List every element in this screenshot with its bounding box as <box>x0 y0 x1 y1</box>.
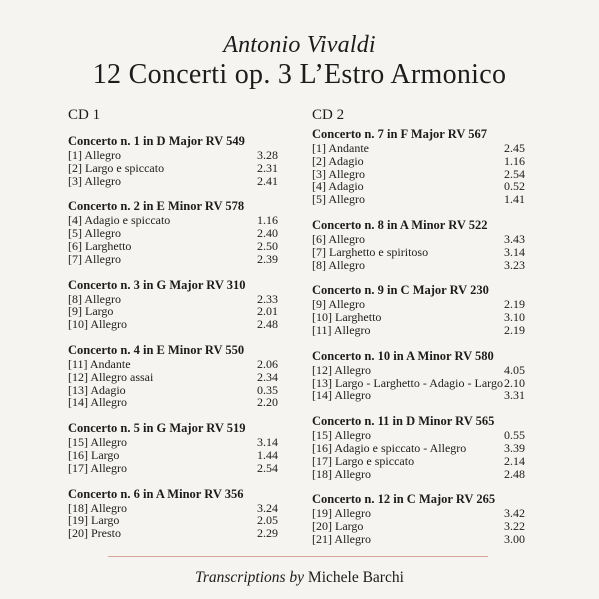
track-name: [4] Adagio <box>312 179 364 194</box>
track-name: [18] Allegro <box>312 466 371 481</box>
track-duration: 1.16 <box>257 213 278 228</box>
track-row <box>312 364 525 377</box>
track-name: [20] Largo <box>312 519 364 534</box>
credit-name: Michele Barchi <box>307 569 404 586</box>
track-duration: 2.48 <box>504 466 525 481</box>
track-duration: 2.48 <box>257 317 278 332</box>
track-duration: 2.31 <box>257 160 278 175</box>
concerto-block <box>312 127 525 206</box>
concerto-title: Concerto n. 3 in G Major RV 310 <box>68 277 246 292</box>
concerto-title: Concerto n. 6 in A Minor RV 356 <box>68 486 244 501</box>
track-duration: 2.54 <box>504 166 525 181</box>
track-name: [1] Andante <box>312 141 369 155</box>
track-duration: 1.44 <box>257 447 278 462</box>
cd1-column <box>68 103 278 540</box>
track-row <box>68 527 278 540</box>
track-name: [8] Allegro <box>312 257 365 272</box>
track-name: [12] Allegro <box>312 362 371 377</box>
track-name: [7] Larghetto e spiritoso <box>312 244 429 259</box>
track-duration: 2.34 <box>257 369 278 384</box>
track-duration: 3.28 <box>257 148 278 162</box>
cd1-label: CD 1 <box>68 107 101 123</box>
track-name: [9] Allegro <box>312 297 365 312</box>
track-duration: 1.16 <box>504 153 525 168</box>
track-name: [16] Largo <box>68 447 120 462</box>
track-name: [10] Larghetto <box>312 310 382 325</box>
track-duration: 4.05 <box>504 362 525 377</box>
track-duration: 0.35 <box>257 382 278 397</box>
track-name: [6] Larghetto <box>68 238 132 253</box>
track-name: [5] Allegro <box>312 192 365 207</box>
track-name: [21] Allegro <box>312 531 371 546</box>
track-name: [19] Largo <box>68 513 120 528</box>
track-duration: 2.05 <box>257 513 278 528</box>
track-row <box>312 193 525 206</box>
concerto-title: Concerto n. 2 in E Minor RV 578 <box>68 199 245 214</box>
track-row <box>68 371 278 384</box>
track-duration: 3.24 <box>257 500 278 515</box>
concerto-title: Concerto n. 4 in E Minor RV 550 <box>68 342 245 357</box>
track-name: [2] Largo e spiccato <box>68 160 165 175</box>
track-name: [3] Allegro <box>312 166 365 181</box>
track-name: [15] Allegro <box>68 435 127 450</box>
concerto-block <box>312 283 525 336</box>
track-row <box>68 449 278 462</box>
track-name: [4] Adagio e spiccato <box>68 213 171 228</box>
cd2-label: CD 2 <box>312 107 345 123</box>
concerto-block <box>312 492 525 545</box>
concerto-title: Concerto n. 7 in F Major RV 567 <box>312 127 488 141</box>
track-row <box>312 533 525 546</box>
track-row <box>312 468 525 481</box>
track-name: [1] Allegro <box>68 148 121 162</box>
track-row <box>312 389 525 402</box>
track-duration: 1.41 <box>504 192 525 207</box>
track-name: [18] Allegro <box>68 500 127 515</box>
track-name: [10] Allegro <box>68 317 127 332</box>
track-duration: 2.29 <box>257 526 278 541</box>
track-duration: 0.52 <box>504 179 525 194</box>
track-name: [7] Allegro <box>68 251 121 266</box>
concerto-block <box>68 421 278 474</box>
track-name: [14] Allegro <box>68 395 127 410</box>
track-row <box>312 155 525 168</box>
concerto-block <box>68 134 278 187</box>
track-row <box>68 240 278 253</box>
track-name: [13] Adagio <box>68 382 126 397</box>
track-name: [6] Allegro <box>312 231 365 246</box>
track-row <box>68 358 278 371</box>
concerto-title: Concerto n. 9 in C Major RV 230 <box>312 283 489 298</box>
cd2-column <box>312 103 525 546</box>
concerto-block <box>68 278 278 331</box>
concerto-block <box>312 414 525 480</box>
track-row <box>312 324 525 337</box>
track-name: [11] Allegro <box>312 322 371 337</box>
track-duration: 2.06 <box>257 356 278 371</box>
track-duration: 2.39 <box>257 251 278 266</box>
track-duration: 2.14 <box>504 453 525 468</box>
track-row <box>312 455 525 468</box>
track-duration: 2.45 <box>504 141 525 155</box>
track-name: [19] Allegro <box>312 506 371 521</box>
track-row <box>68 162 278 175</box>
track-duration: 2.19 <box>504 297 525 312</box>
credit-prefix: Transcriptions by <box>195 569 305 586</box>
track-row <box>68 175 278 188</box>
concerto-title: Concerto n. 5 in G Major RV 519 <box>68 421 246 436</box>
track-name: [11] Andante <box>68 356 131 371</box>
credit-line <box>0 569 599 587</box>
composer-name: Antonio Vivaldi <box>223 32 376 58</box>
track-name: [8] Allegro <box>68 291 121 306</box>
track-row <box>312 246 525 259</box>
concerto-title: Concerto n. 8 in A Minor RV 522 <box>312 217 488 232</box>
track-duration: 3.31 <box>504 388 525 403</box>
track-row <box>68 318 278 331</box>
track-duration: 3.39 <box>504 440 525 455</box>
track-row <box>68 149 278 162</box>
track-row <box>68 253 278 266</box>
track-name: [17] Largo e spiccato <box>312 453 415 468</box>
concerto-block <box>312 349 525 402</box>
track-name: [3] Allegro <box>68 173 121 188</box>
track-name: [2] Adagio <box>312 153 364 168</box>
track-name: [9] Largo <box>68 304 114 319</box>
track-name: [17] Allegro <box>68 460 127 475</box>
track-duration: 3.00 <box>504 531 525 546</box>
track-duration: 3.43 <box>504 231 525 246</box>
track-duration: 0.55 <box>504 428 525 443</box>
footer-divider <box>108 556 488 557</box>
track-duration: 2.10 <box>504 375 525 390</box>
track-duration: 2.50 <box>257 238 278 253</box>
track-duration: 2.20 <box>257 395 278 410</box>
track-duration: 2.41 <box>257 173 278 188</box>
track-duration: 3.14 <box>257 435 278 450</box>
concerto-title: Concerto n. 11 in D Minor RV 565 <box>312 414 495 429</box>
track-duration: 3.23 <box>504 257 525 272</box>
track-name: [15] Allegro <box>312 428 371 443</box>
track-name: [12] Allegro assai <box>68 369 154 384</box>
concerto-title: Concerto n. 1 in D Major RV 549 <box>68 134 245 148</box>
track-duration: 3.22 <box>504 519 525 534</box>
track-duration: 2.40 <box>257 226 278 241</box>
track-row <box>312 259 525 272</box>
concerto-title: Concerto n. 10 in A Minor RV 580 <box>312 348 494 363</box>
track-name: [16] Adagio e spiccato - Allegro <box>312 440 467 455</box>
track-duration: 2.33 <box>257 291 278 306</box>
track-duration: 2.54 <box>257 460 278 475</box>
track-row <box>312 142 525 155</box>
concerto-title: Concerto n. 12 in C Major RV 265 <box>312 492 496 507</box>
track-duration: 3.14 <box>504 244 525 259</box>
track-name: [20] Presto <box>68 526 121 541</box>
track-name: [14] Allegro <box>312 388 371 403</box>
track-row <box>312 233 525 246</box>
concerto-block <box>68 343 278 409</box>
track-row <box>312 442 525 455</box>
concerto-block <box>68 487 278 540</box>
track-duration: 2.19 <box>504 322 525 337</box>
track-duration: 3.42 <box>504 506 525 521</box>
work-title: 12 Concerti op. 3 L’Estro Armonico <box>92 59 507 90</box>
concerto-block <box>68 199 278 265</box>
track-row <box>68 462 278 475</box>
cd2-concerto-list <box>312 127 525 546</box>
cd1-concerto-list <box>68 134 278 540</box>
track-duration: 2.01 <box>257 304 278 319</box>
track-duration: 3.10 <box>504 310 525 325</box>
track-name: [5] Allegro <box>68 226 121 241</box>
track-name: [13] Largo - Larghetto - Adagio - Largo <box>312 375 503 390</box>
concerto-block <box>312 218 525 271</box>
track-row <box>68 396 278 409</box>
